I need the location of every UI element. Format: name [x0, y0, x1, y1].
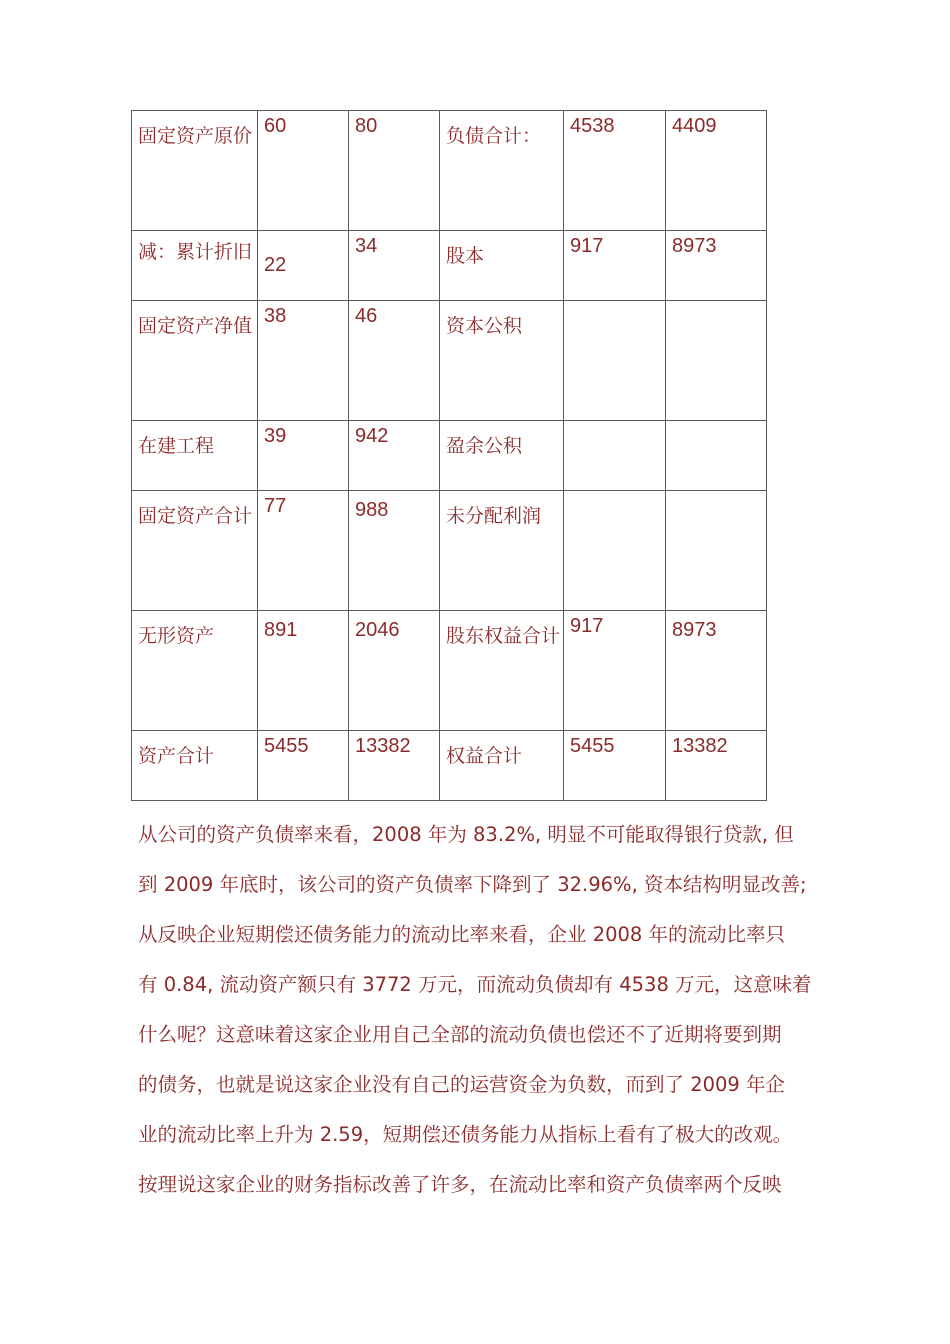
paragraph-line: 有 0.84, 流动资产额只有 3772 万元，而流动负债却有 4538 万元，这意味着 [138, 973, 812, 996]
table-row [132, 111, 767, 231]
table-cell: 34 [349, 231, 440, 301]
table-cell: 5455 [564, 731, 666, 801]
table-cell [666, 491, 767, 611]
paragraph-line: 从公司的资产负债率来看，2008 年为 83.2%, 明显不可能取得银行贷款, 但 [138, 823, 794, 846]
paragraph-line: 业的流动比率上升为 2.59，短期偿还债务能力从指标上看有了极大的改观。 [138, 1123, 793, 1146]
table-cell: 股本 [440, 231, 564, 301]
table-cell: 38 [258, 301, 349, 421]
balance-sheet-table [131, 110, 767, 801]
table-cell: 942 [349, 421, 440, 491]
paragraph-line: 到 2009 年底时，该公司的资产负债率下降到了 32.96%, 资本结构明显改善; [138, 873, 807, 896]
table-cell [564, 491, 666, 611]
table-cell: 46 [349, 301, 440, 421]
analysis-paragraph [138, 810, 848, 1210]
table-cell: 8973 [666, 231, 767, 301]
table-cell: 5455 [258, 731, 349, 801]
table-cell: 负债合计： [440, 111, 564, 231]
table-row [132, 231, 767, 301]
table-cell [666, 301, 767, 421]
table-cell: 固定资产原价 [132, 111, 258, 231]
table-cell [666, 421, 767, 491]
table-cell: 77 [258, 491, 349, 611]
table-cell: 60 [258, 111, 349, 231]
table-cell: 2046 [349, 611, 440, 731]
table-cell: 无形资产 [132, 611, 258, 731]
table-cell: 917 [564, 231, 666, 301]
table-cell: 4409 [666, 111, 767, 231]
table-cell: 22 [258, 231, 349, 301]
table-cell [564, 421, 666, 491]
table-cell: 盈余公积 [440, 421, 564, 491]
table-row [132, 731, 767, 801]
paragraph-line: 什么呢？这意味着这家企业用自己全部的流动负债也偿还不了近期将要到期 [138, 1023, 782, 1046]
table-cell [564, 301, 666, 421]
table-cell: 4538 [564, 111, 666, 231]
table-cell: 资本公积 [440, 301, 564, 421]
table-cell: 减：累计折旧 [132, 231, 258, 301]
table-cell: 917 [564, 611, 666, 731]
table-cell: 固定资产净值 [132, 301, 258, 421]
table-cell: 权益合计 [440, 731, 564, 801]
table-cell: 股东权益合计 [440, 611, 564, 731]
table-row [132, 421, 767, 491]
table-cell: 891 [258, 611, 349, 731]
table-row [132, 301, 767, 421]
table-cell: 8973 [666, 611, 767, 731]
paragraph-line: 的债务，也就是说这家企业没有自己的运营资金为负数，而到了 2009 年企 [138, 1073, 786, 1096]
table-row [132, 611, 767, 731]
table-cell: 13382 [349, 731, 440, 801]
table-cell: 固定资产合计 [132, 491, 258, 611]
table-cell: 未分配利润 [440, 491, 564, 611]
table-cell: 80 [349, 111, 440, 231]
table-cell: 39 [258, 421, 349, 491]
paragraph-line: 从反映企业短期偿还债务能力的流动比率来看，企业 2008 年的流动比率只 [138, 923, 786, 946]
table-cell: 988 [349, 491, 440, 611]
paragraph-line: 按理说这家企业的财务指标改善了许多，在流动比率和资产负债率两个反映 [138, 1173, 782, 1196]
table-cell: 在建工程 [132, 421, 258, 491]
table-row [132, 491, 767, 611]
table-cell: 资产合计 [132, 731, 258, 801]
table-cell: 13382 [666, 731, 767, 801]
